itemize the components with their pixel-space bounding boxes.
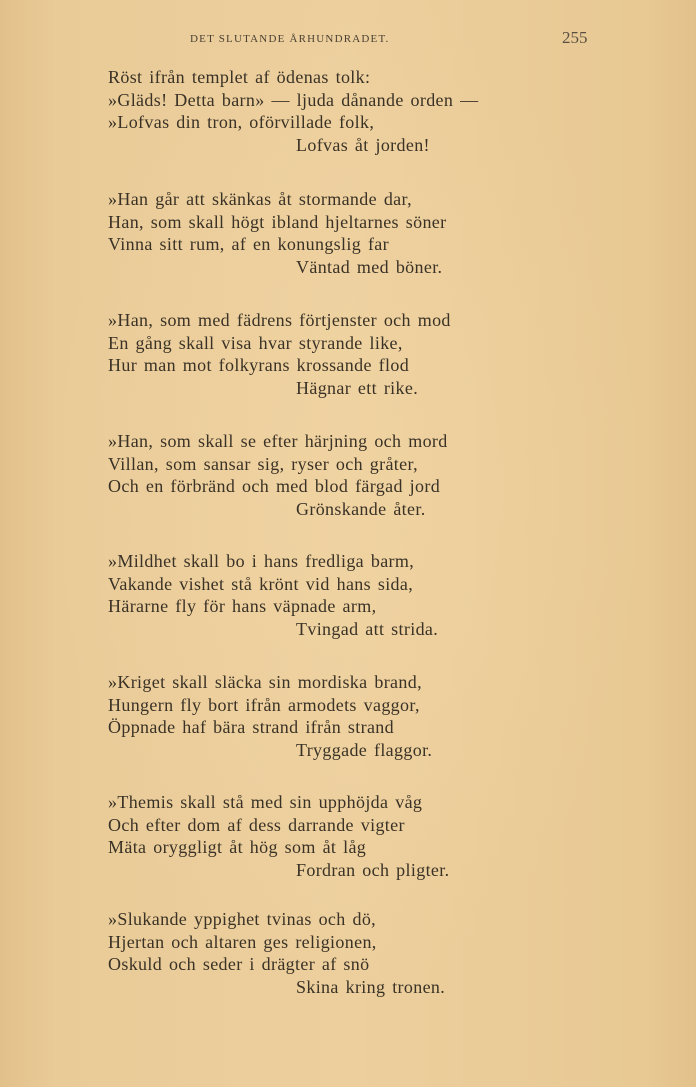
verse-line: Hjertan och altaren ges religionen, <box>108 931 377 952</box>
stanza-1 <box>108 66 588 156</box>
stanza-5 <box>108 550 588 640</box>
running-head <box>0 27 696 51</box>
verse-line: Mäta oryggligt åt hög som åt låg <box>108 837 367 857</box>
stanza-3 <box>108 309 588 399</box>
verse-line: Öppnade haf bära strand ifrån strand <box>108 717 394 737</box>
stanza-4 <box>108 430 588 520</box>
verse-line-refrain: Tryggade flaggor. <box>296 739 433 760</box>
verse-line: »Themis skall stå med sin upphöjda våg <box>108 792 423 812</box>
verse-line: Hur man mot folkyrans krossande flod <box>108 355 410 375</box>
verse-line-refrain: Väntad med böner. <box>296 256 443 277</box>
verse-line: Hungern fly bort ifrån armodets vaggor, <box>108 694 420 715</box>
verse-line: Vinna sitt rum, af en konungslig far <box>108 234 389 254</box>
verse-line: »Mildhet skall bo i hans fredliga barm, <box>108 551 415 571</box>
verse-line-refrain: Grönskande åter. <box>296 498 426 519</box>
stanza-7 <box>108 791 588 881</box>
verse-line: »Gläds! Detta barn» — ljuda dånande orden — <box>108 89 479 110</box>
verse-line: »Slukande yppighet tvinas och dö, <box>108 909 377 929</box>
verse-line: Röst ifrån templet af ödenas tolk: <box>108 67 371 87</box>
verse-line: Och efter dom af dess darrande vigter <box>108 814 405 835</box>
running-title: DET SLUTANDE ÅRHUNDRADET. <box>190 33 390 45</box>
stanza-8 <box>108 908 588 998</box>
verse-line: Och en förbränd och med blod färgad jord <box>108 476 441 496</box>
verse-line: Oskuld och seder i drägter af snö <box>108 954 370 974</box>
verse-line: »Kriget skall släcka sin mordiska brand, <box>108 672 422 692</box>
verse-line: Härarne fly för hans väpnade arm, <box>108 596 377 616</box>
verse-line-refrain: Fordran och pligter. <box>296 859 450 880</box>
verse-line: »Han, som med fädrens förtjenster och mod <box>108 310 451 330</box>
verse-line-refrain: Tvingad att strida. <box>296 618 439 639</box>
verse-line-refrain: Lofvas åt jorden! <box>296 134 430 155</box>
verse-line: »Lofvas din tron, oförvillade folk, <box>108 112 375 132</box>
verse-line: »Han, som skall se efter härjning och mord <box>108 431 448 451</box>
verse-line: Han, som skall högt ibland hjeltarnes söner <box>108 211 447 232</box>
verse-line: En gång skall visa hvar styrande like, <box>108 332 403 353</box>
verse-line: »Han går att skänkas åt stormande dar, <box>108 189 412 209</box>
stanza-6 <box>108 671 588 761</box>
stanza-2 <box>108 188 588 278</box>
verse-line-refrain: Hägnar ett rike. <box>296 377 419 398</box>
verse-line-refrain: Skina kring tronen. <box>296 976 446 997</box>
verse-line: Vakande vishet stå krönt vid hans sida, <box>108 573 414 594</box>
verse-line: Villan, som sansar sig, ryser och gråter, <box>108 453 418 474</box>
page-number: 255 <box>562 28 588 47</box>
